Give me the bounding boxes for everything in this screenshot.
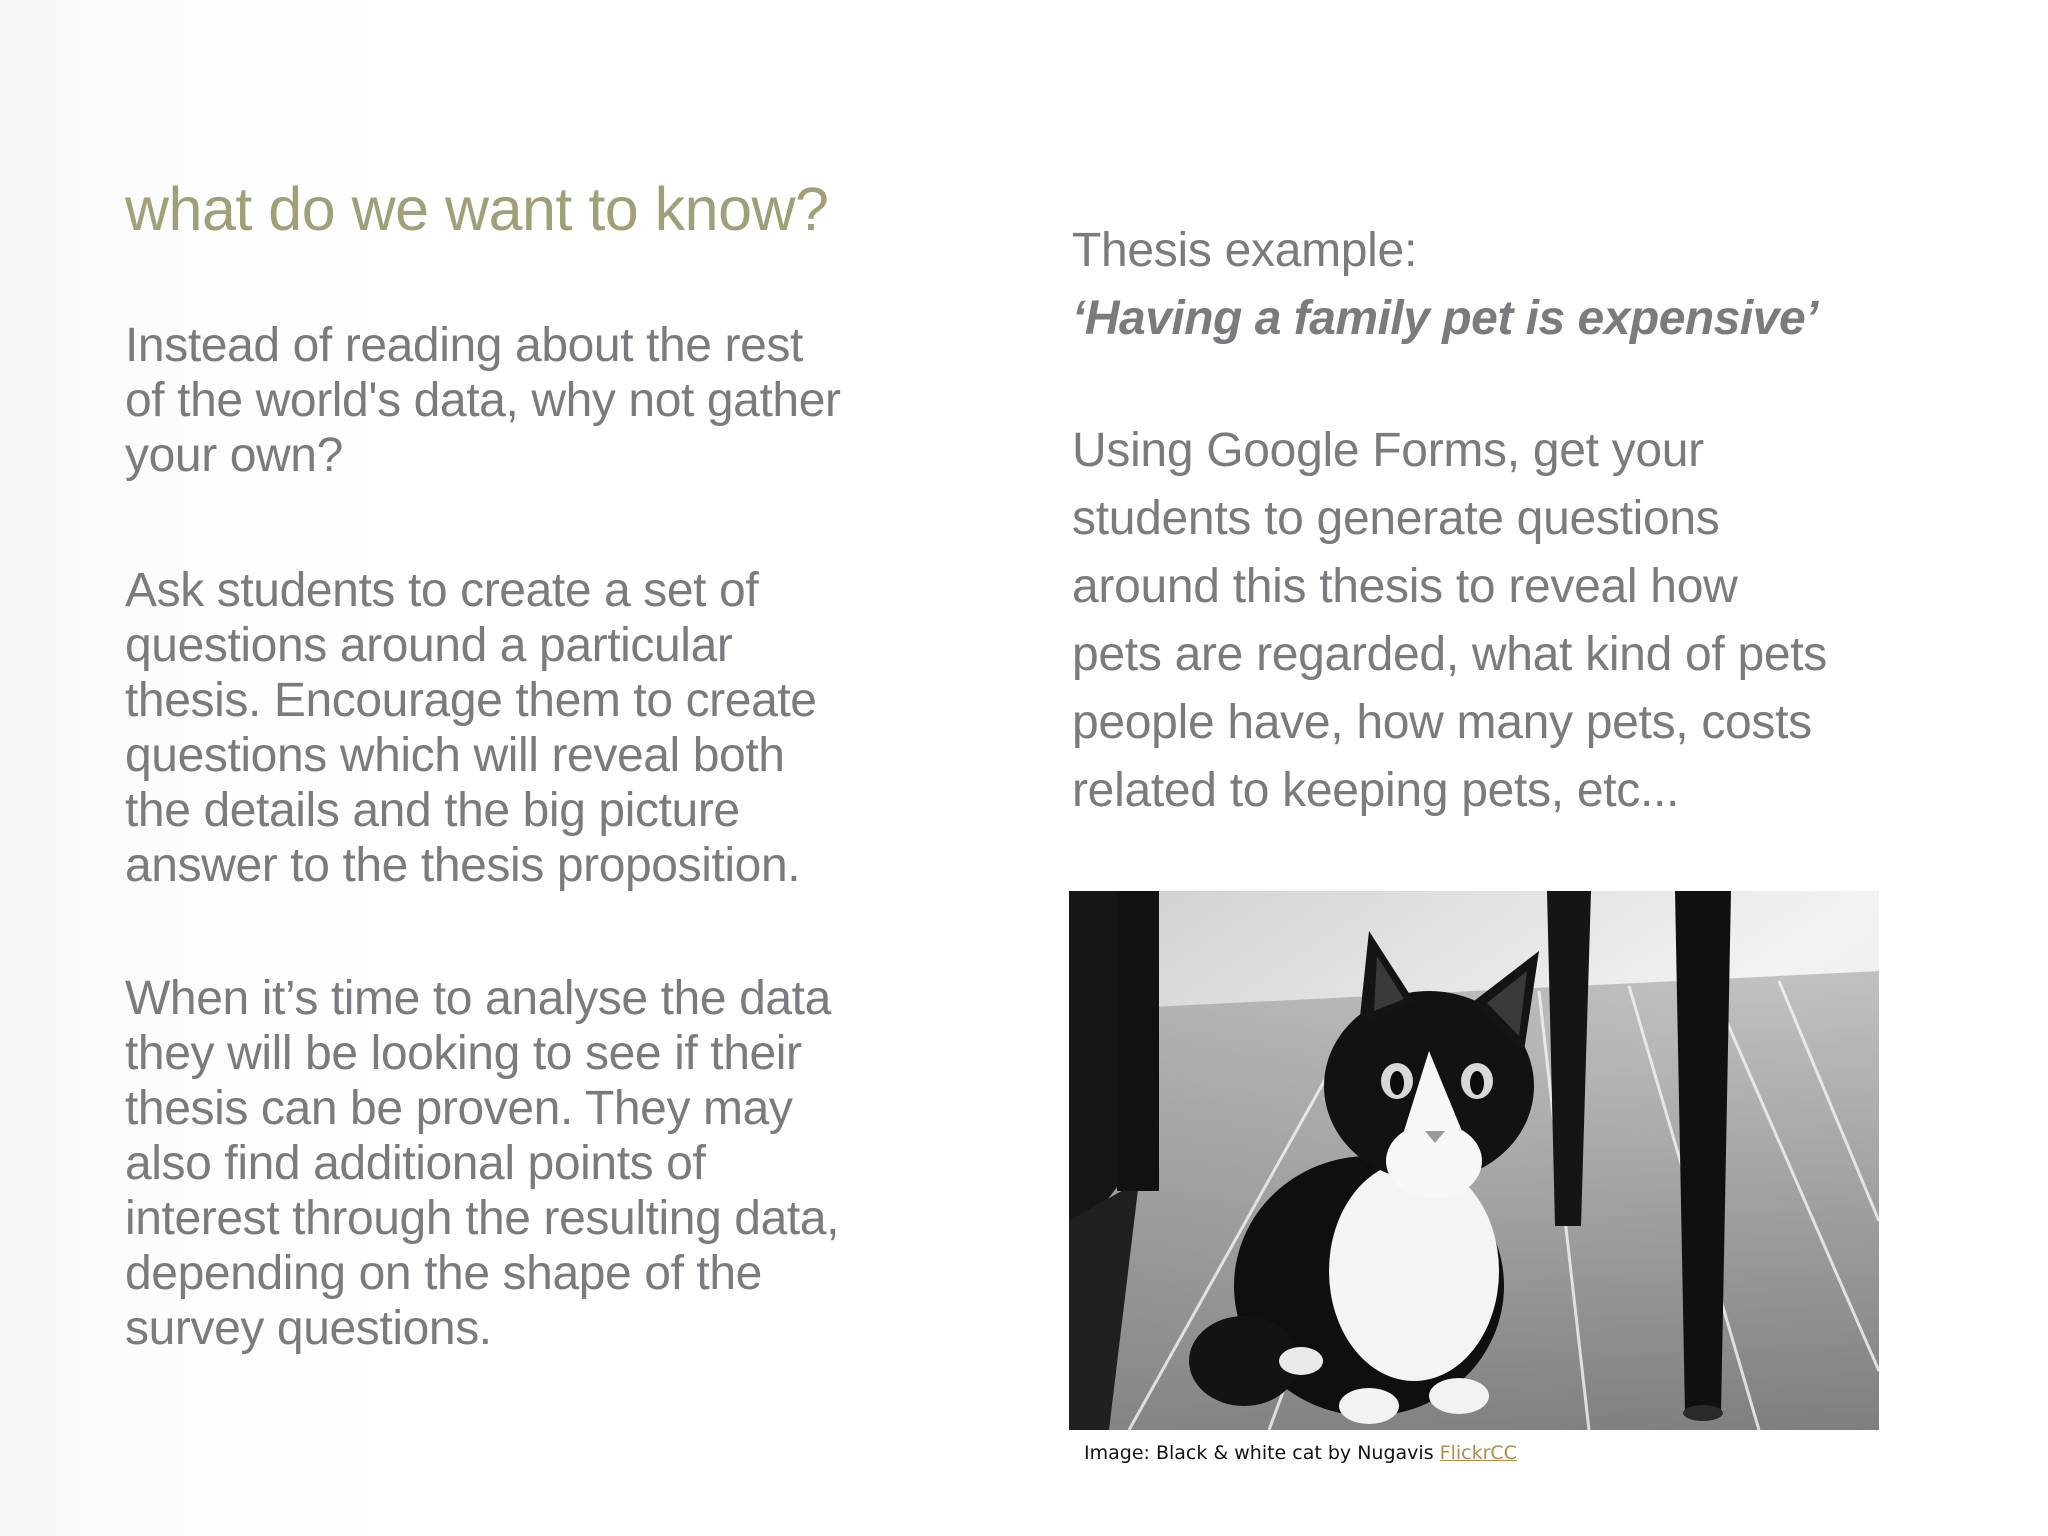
caption-text: Image: Black & white cat by Nugavis [1084, 1442, 1440, 1464]
left-column [125, 170, 965, 1355]
thesis-label: Thesis example: [1072, 224, 1417, 277]
slide-title: what do we want to know? [125, 175, 829, 243]
image-caption [1084, 1442, 1517, 1464]
cat-photo [1069, 891, 1879, 1430]
flickr-cc-link[interactable]: FlickrCC [1439, 1442, 1517, 1464]
intro-paragraph: Instead of reading about the rest of the world's data, why not gather your own? [125, 319, 841, 482]
analysis-paragraph: When it’s time to analyse the data they will be looking to see if their thesis can be proven. They may also find additional points of interest through the resulting data, depending on the shape of the survey questions. [125, 972, 840, 1355]
google-forms-paragraph: Using Google Forms, get your students to generate questions around this thesis to reveal how pets are regarded, what kind of pets people have, how many pets, costs related to keeping pets, etc... [1072, 424, 1827, 817]
instructions-paragraph: Ask students to create a set of questions around a particular thesis. Encourage them to create questions which will reveal both the details and the big picture answer to the thesis proposition. [125, 564, 817, 892]
thesis-quote: ‘Having a family pet is expensive’ [1072, 292, 1818, 345]
right-column [1072, 217, 1972, 817]
